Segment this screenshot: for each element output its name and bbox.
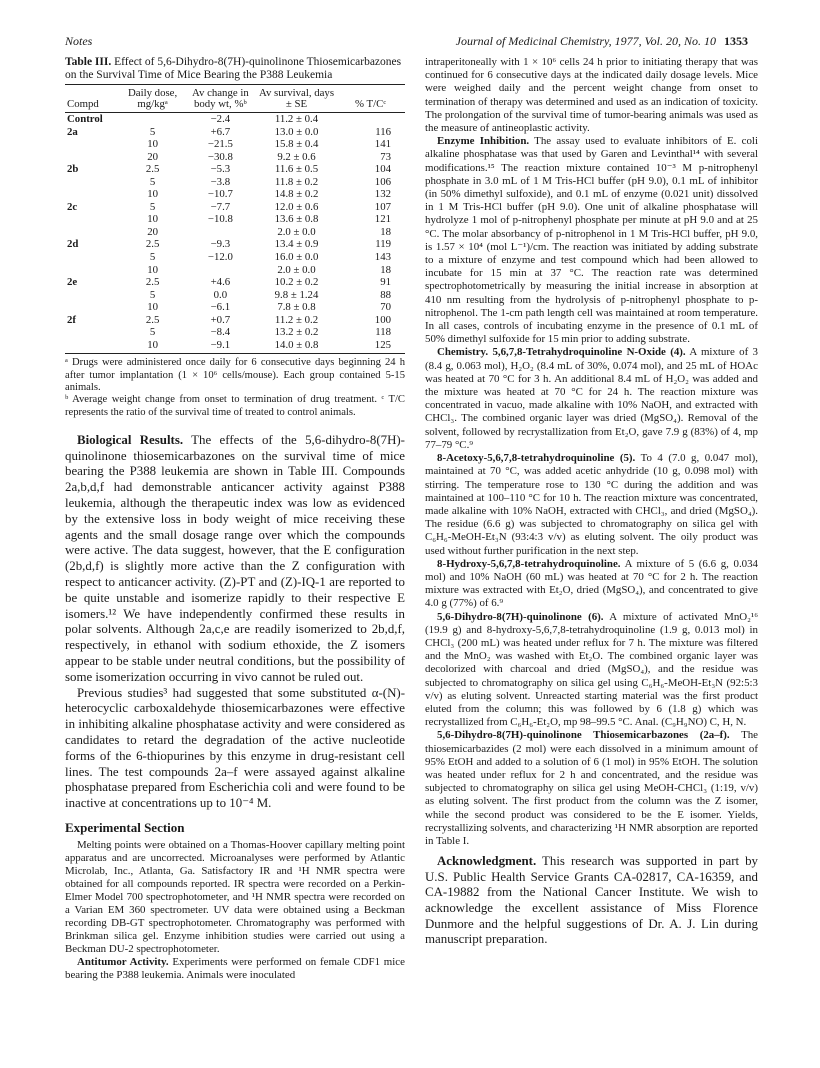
cell-tc: 73 <box>380 150 391 163</box>
cell-survival: 11.2 ± 0.4 <box>274 113 319 125</box>
cell-tc: 88 <box>380 288 391 301</box>
cell-tc: 143 <box>374 251 391 264</box>
cell-weight: −10.8 <box>207 213 233 226</box>
antitumor-text: Experiments were performed on female CDF1 mice bearing the P388 leukemia. Animals were inoculated <box>65 956 405 981</box>
cell-tc: 107 <box>374 200 391 213</box>
cell-compd: 2c <box>67 200 78 213</box>
antitumor-heading: Antitumor Activity. <box>77 956 169 968</box>
cell-compd: 2e <box>67 276 78 289</box>
cell-tc: 118 <box>375 326 391 339</box>
cell-weight: +6.7 <box>210 125 231 138</box>
acetoxy-paragraph <box>425 452 758 558</box>
cell-dose: 10 <box>147 301 158 314</box>
table-row <box>65 326 405 339</box>
cell-compd <box>65 289 121 302</box>
biological-results-paragraph <box>65 433 405 686</box>
cell-compd <box>65 226 121 239</box>
cell-tc: 116 <box>375 125 391 138</box>
chemistry-heading: Chemistry. 5,6,7,8-Tetrahydroquinoline N-Oxide (4). <box>437 346 686 359</box>
table-body <box>65 113 405 354</box>
cell-survival: 11.2 ± 0.2 <box>274 313 319 326</box>
table-row <box>65 301 405 314</box>
cell-compd: 2d <box>67 238 79 251</box>
table-row <box>65 113 405 126</box>
running-header-right <box>456 34 748 49</box>
cell-dose: 5 <box>149 288 156 301</box>
cell-survival: 16.0 ± 0.0 <box>274 251 319 264</box>
table-row <box>65 289 405 302</box>
chemistry-text: A mixture of 3 (8.4 g, 0.063 mol), H₂O₂ (8.4 mL of 30%, 0.074 mol), and 25 mL of HOAc was heated at 70 °C for 3 h. An additional 8.4 mL of H₂O₂ was added and the mixture was heated at 70 °C for 24 h. The reaction mixture was concentrated in vacuo, made alkaline with 10% NaOH, and extracted with CHCl₃. The combined organic layer was dried (MgSO₄). Removal of the solvent, followed by recrystallization from Et₂O, gave 7.9 g (83%) of 4, mp 77–79 °C.⁹ <box>425 346 758 451</box>
antitumor-continued-paragraph: intraperitoneally with 1 × 10⁶ cells 24 h prior to initiating therapy that was continued for 6 consecutive days at the indicated daily dosage levels. Mice were weighed daily and the percent weight change from onset to termination of therapy was determined and used as an indication of toxicity. The prolongation of the survival time of tumor-bearing animals was used as the measure of antineoplastic activity. <box>425 56 758 135</box>
cell-compd <box>65 176 121 189</box>
cell-dose: 10 <box>121 339 184 354</box>
cell-dose: 20 <box>147 150 158 163</box>
cell-weight: −5.3 <box>210 163 231 176</box>
cell-survival: 2.0 ± 0.0 <box>277 263 316 276</box>
cell-compd: Control <box>67 113 103 125</box>
cell-tc: 100 <box>374 313 391 326</box>
cell-tc <box>336 113 405 126</box>
cell-tc: 141 <box>374 138 391 151</box>
cell-weight: −8.4 <box>210 326 231 339</box>
table-row <box>65 151 405 164</box>
cell-tc: 132 <box>374 188 391 201</box>
table-row <box>65 163 405 176</box>
hydroxy-heading: 8-Hydroxy-5,6,7,8-tetrahydroquinoline. <box>437 557 621 570</box>
table-footnote-bc: ᵇ Average weight change from onset to termination of drug treatment. ᶜ T/C represents the ratio of the survival time of treated to control animals. <box>65 394 405 418</box>
experimental-section-heading: Experimental Section <box>65 820 185 835</box>
cell-dose: 5 <box>149 200 156 213</box>
cell-weight: −7.7 <box>210 200 231 213</box>
table-row <box>65 251 405 264</box>
cell-dose: 2.5 <box>145 163 160 176</box>
col-header-weight: Av change in body wt, %ᵇ <box>184 87 257 113</box>
col-header-dose: Daily dose, mg/kgᵃ <box>121 87 184 113</box>
thiosemicarbazones-text: The thiosemicarbazides (2 mol) were each dissolved in a minimum amount of 95% EtOH and added to a solution of 6 (1 mol) in 95% EtOH. The solution was heated under reflux for 2 h and concentrated, and the residue was subjected to chromatography on silica gel using MeOH-CHCl₃ (1:19, v/v) as eluting solvent. The first product from the column was the Z isomer, while the second product was considered to be the E isomer. Yields, recrystallizing solvents, and characterizing ¹H NMR absorption are reported in Table I. <box>425 729 758 847</box>
cell-tc: 18 <box>380 225 391 238</box>
hydroxy-text: A mixture of 5 (6.6 g, 0.034 mol) and 10% NaOH (60 mL) was heated at 70 °C for 2 h. The reaction mixture was extracted with Et₂O, dried (MgSO₄), and concentrated to give 4.0 g (77%) of 6.⁹ <box>425 557 759 610</box>
table-caption-label: Table III. <box>65 56 112 68</box>
table-row <box>65 213 405 226</box>
cell-survival: 11.8 ± 0.2 <box>274 175 319 188</box>
left-column <box>65 56 405 982</box>
cell-survival: 14.0 ± 0.8 <box>257 339 336 354</box>
cell-survival: 7.8 ± 0.8 <box>277 301 316 314</box>
cell-survival: 9.2 ± 0.6 <box>277 150 316 163</box>
table-row <box>65 276 405 289</box>
cell-compd <box>65 326 121 339</box>
cell-dose: 5 <box>149 175 156 188</box>
cell-compd: 2a <box>67 125 78 138</box>
cell-dose: 2.5 <box>145 276 160 289</box>
cell-survival: 13.2 ± 0.2 <box>274 326 319 339</box>
cell-compd <box>65 264 121 277</box>
enzyme-inhibition-heading: Enzyme Inhibition. <box>437 135 530 148</box>
cell-tc: 18 <box>380 263 391 276</box>
thiosemicarbazones-heading: 5,6-Dihydro-8(7H)-quinolinone Thiosemicarbazones (2a–f). <box>437 729 730 742</box>
cell-compd: 2b <box>67 163 79 176</box>
acknowledgment-paragraph <box>425 854 758 948</box>
cell-dose: 2.5 <box>145 238 160 251</box>
right-column <box>425 56 758 948</box>
acetoxy-heading: 8-Acetoxy-5,6,7,8-tetrahydroquinoline (5). <box>437 452 636 465</box>
cell-weight: −6.1 <box>210 301 231 314</box>
cell-dose <box>121 113 184 126</box>
cell-dose: 2.5 <box>145 313 160 326</box>
cell-weight: −9.3 <box>210 238 231 251</box>
chemistry-paragraph <box>425 346 758 452</box>
table-row <box>65 264 405 277</box>
cell-tc: 119 <box>375 238 391 251</box>
cell-weight <box>184 226 257 239</box>
table-row <box>65 176 405 189</box>
table-row <box>65 314 405 327</box>
cell-compd <box>65 188 121 201</box>
biological-results-heading: Biological Results. <box>77 432 184 447</box>
cell-dose: 5 <box>149 251 156 264</box>
cell-weight: −30.8 <box>207 150 233 163</box>
cell-compd <box>65 151 121 164</box>
acknowledgment-text: This research was supported in part by U.S. Public Health Service Grants CA-02817, CA-16359, and CA-19882 from the National Cancer Institute. We wish to acknowledge the excellent assistance of Miss Florence Dunmore and the helpful suggestions of Dr. A. J. Lin during manuscript preparation. <box>425 854 759 947</box>
table-row <box>65 126 405 139</box>
cell-survival: 12.0 ± 0.6 <box>274 200 319 213</box>
cell-dose: 10 <box>147 138 158 151</box>
dihydro-paragraph <box>425 611 758 730</box>
cell-weight: 0.0 <box>213 288 228 301</box>
acetoxy-text: To 4 (7.0 g, 0.047 mol), maintained at 70 °C, was added acetic anhydride (10 g, 0.098 mol) with stirring. The temperature rose to 130 °C during the addition and was maintained at 100–110 °C for 10 h. The reaction mixture was concentrated, made alkaline with 10% NaOH, extracted with CHCl₃, and dried (MgSO₄). The residue (6.6 g) was subjected to chromatography on silica gel with C₆H₆-MeOH-Et₃N (93:4:3 v/v) as eluting solvent. The oily product was used without further purification in the next step. <box>425 452 758 557</box>
cell-weight: −21.5 <box>207 138 233 151</box>
page-number: 1353 <box>724 34 748 48</box>
cell-survival: 10.2 ± 0.2 <box>274 276 319 289</box>
table-row <box>65 238 405 251</box>
thiosemicarbazones-paragraph <box>425 729 758 848</box>
enzyme-inhibition-text: The assay used to evaluate inhibitors of E. coli alkaline phosphatase was that used by Garen and Levinthal¹⁴ with several modifications.¹⁵ The reaction mixture contained 10⁻³ M p-nitrophenyl phosphate in 3.0 mL of 1 M Tris-HCl buffer (pH 9.0), 0.1 mL of inhibitor (in 50% dimethyl sulfoxide), and 0.1 mL of enzyme (0.021 unit) dissolved in 1 M Tris-HCl buffer (pH 9.0). One unit of alkaline phosphatase will hydrolyze 1 mol of p-nitrophenyl phosphate per minute at pH 9.0 and at 25 °C. The molar absorbancy of p-nitrophenol in 1 M Tris-HCl buffer, pH 9.0, is 1.57 × 10⁴ (mol L⁻¹)/cm. The reaction was initiated by adding substrate to a mixture of enzyme and test compound which had been allowed to incubate for 15 min at 37 °C. The reaction rate was determined spectrophotometrically by measuring the initial increase in absorption at 410 nm resulting from the hydrolysis of p-nitrophenyl phosphate to p-nitrophenol. The 1-cm path length cell was maintained at room temperature. In all cases, controls of incubating enzyme in the presence of 0.1 mL of 50% dimethyl sulfoxide for 15 min prior to adding substrate. <box>425 135 758 346</box>
table-row <box>65 188 405 201</box>
enzyme-inhibition-paragraph <box>425 135 758 346</box>
cell-dose: 5 <box>149 326 156 339</box>
table-caption-text: Effect of 5,6-Dihydro-8(7H)-quinolinone Thiosemicarbazones on the Survival Time of Mice Bearing the P388 Leukemia <box>65 56 402 81</box>
table-row <box>65 226 405 239</box>
antitumor-paragraph <box>65 956 405 982</box>
table-caption <box>65 56 405 82</box>
cell-survival: 11.6 ± 0.5 <box>274 163 319 176</box>
cell-survival: 2.0 ± 0.0 <box>277 225 316 238</box>
running-header-left: Notes <box>65 34 93 48</box>
cell-survival: 15.8 ± 0.4 <box>274 138 319 151</box>
cell-dose: 10 <box>147 188 158 201</box>
cell-weight <box>184 264 257 277</box>
previous-studies-paragraph: Previous studies³ had suggested that some substituted α-(N)-heterocyclic carboxaldehyde thiosemicarbazones were effective in inhibiting alkaline phosphatase activity and were considered as candidates to retard the degradation of the active nucleotide forms of the 6-thiopurines by this enzyme in drug-resistant cell lines. The test compounds 2a–f were assayed against alkaline phosphatase prepared from Escherichia coli and were found to be inactive at concentrations up to 10⁻⁴ M. <box>65 685 405 811</box>
cell-weight: −9.1 <box>184 339 257 354</box>
cell-compd <box>65 301 121 314</box>
cell-compd: 2f <box>67 313 76 326</box>
cell-tc: 91 <box>380 276 391 289</box>
cell-survival: 13.6 ± 0.8 <box>274 213 319 226</box>
cell-tc: 104 <box>374 163 391 176</box>
cell-weight: −12.0 <box>207 251 233 264</box>
table-row <box>65 201 405 214</box>
col-header-tc: % T/Cᶜ <box>336 87 405 113</box>
table-row <box>65 138 405 151</box>
table-row <box>65 339 405 354</box>
cell-dose: 10 <box>147 263 158 276</box>
dihydro-text: A mixture of activated MnO₂¹⁶ (19.9 g) and 8-hydroxy-5,6,7,8-tetrahydroquinoline (1.9 g, 0.013 mol) in CHCl₃ (200 mL) was heated under reflux for 7 h. The mixture was filtered and the MnO₂ was washed with Et₂O. The combined organic layer was decolorized with charcoal and dried (MgSO₄), and the residue was subjected to chromatography on silica gel using C₆H₆-MeOH-Et₃N (92:5:3 v/v) as eluting solvent. Unreacted starting material was the first product eluted from the column; this was followed by 6 (1.8 g) which was recrystallized from C₆H₆-Et₂O, mp 98–99.5 °C. Anal. (C₉H₉NO) C, H, N. <box>425 610 758 729</box>
cell-compd <box>65 138 121 151</box>
cell-survival: 14.8 ± 0.2 <box>274 188 319 201</box>
experimental-paragraph: Melting points were obtained on a Thomas-Hoover capillary melting point apparatus and are uncorrected. Microanalyses were performed by Atlantic Microlab, Inc., Atlanta, Ga. Satisfactory IR and ¹H NMR spectra were obtained for all compounds reported. IR spectra were recorded on a Perkin-Elmer Model 700 spectrophotometer, and ¹H NMR spectra were recorded on a Varian EM 360 spectrometer. UV data were obtained using a Beckman recording DB-GT spectrophotometer. Chromatography was performed with Brinkman silica gel. Enzyme inhibition studies were carried out using a Beckman DU-2 spectrophotometer. <box>65 839 405 955</box>
cell-weight: −3.8 <box>210 175 231 188</box>
biological-results-text: The effects of the 5,6-dihydro-8(7H)-quinolinone thiosemicarbazones on the survival time of mice bearing the P388 leukemia are shown in Table III. Compounds 2a,b,d,f had demonstrable anticancer activity against P388 leukemia, although the therapeutic index was low as evidenced by the extensive loss in body weight of mice receiving these agents and the small dosage range over which the compounds were active. The data suggest, however, that the E configuration (2b,d,f) is slightly more active than the Z configuration with respect to anticancer activity. (Z)-PT and (Z)-IQ-1 are reported to be quite unstable and isomerize rapidly to their respective E isomers.¹² We have independently confirmed these results in polar solvents. Although 2a,c,e are readily isomerized to 2b,d,f, respectively, in ethanol with sodium ethoxide, the Z isomers appear to be stable under neutral conditions, but the possibility of some isomerization occurring in vivo cannot be ruled out. <box>65 432 405 684</box>
cell-weight: +4.6 <box>210 276 231 289</box>
cell-survival: 13.4 ± 0.9 <box>274 238 319 251</box>
survival-table <box>65 84 405 354</box>
cell-dose: 20 <box>147 225 158 238</box>
table-footnote-a: ᵃ Drugs were administered once daily for 6 consecutive days beginning 24 h after tumor implantation (1 × 10⁶ cells/mouse). Each group contained 5-15 animals. <box>65 357 405 393</box>
col-header-compd: Compd <box>65 87 121 113</box>
cell-compd <box>65 213 121 226</box>
cell-tc: 121 <box>374 213 391 226</box>
cell-survival: 13.0 ± 0.0 <box>274 125 319 138</box>
cell-compd <box>65 251 121 264</box>
cell-dose: 10 <box>147 213 158 226</box>
cell-weight: −10.7 <box>207 188 233 201</box>
acknowledgment-heading: Acknowledgment. <box>437 854 537 869</box>
cell-tc: 70 <box>380 301 391 314</box>
dihydro-heading: 5,6-Dihydro-8(7H)-quinolinone (6). <box>437 610 604 623</box>
col-header-survival: Av survival, days ± SE <box>257 87 336 113</box>
journal-citation: Journal of Medicinal Chemistry, 1977, Vol. 20, No. 10 <box>455 34 716 48</box>
cell-weight: −2.4 <box>210 113 231 125</box>
cell-compd <box>65 339 121 354</box>
hydroxy-paragraph <box>425 558 758 611</box>
cell-tc: 106 <box>374 175 391 188</box>
cell-survival: 9.8 ± 1.24 <box>274 288 319 301</box>
cell-tc: 125 <box>336 339 405 354</box>
cell-dose: 5 <box>149 125 156 138</box>
cell-weight: +0.7 <box>210 313 231 326</box>
